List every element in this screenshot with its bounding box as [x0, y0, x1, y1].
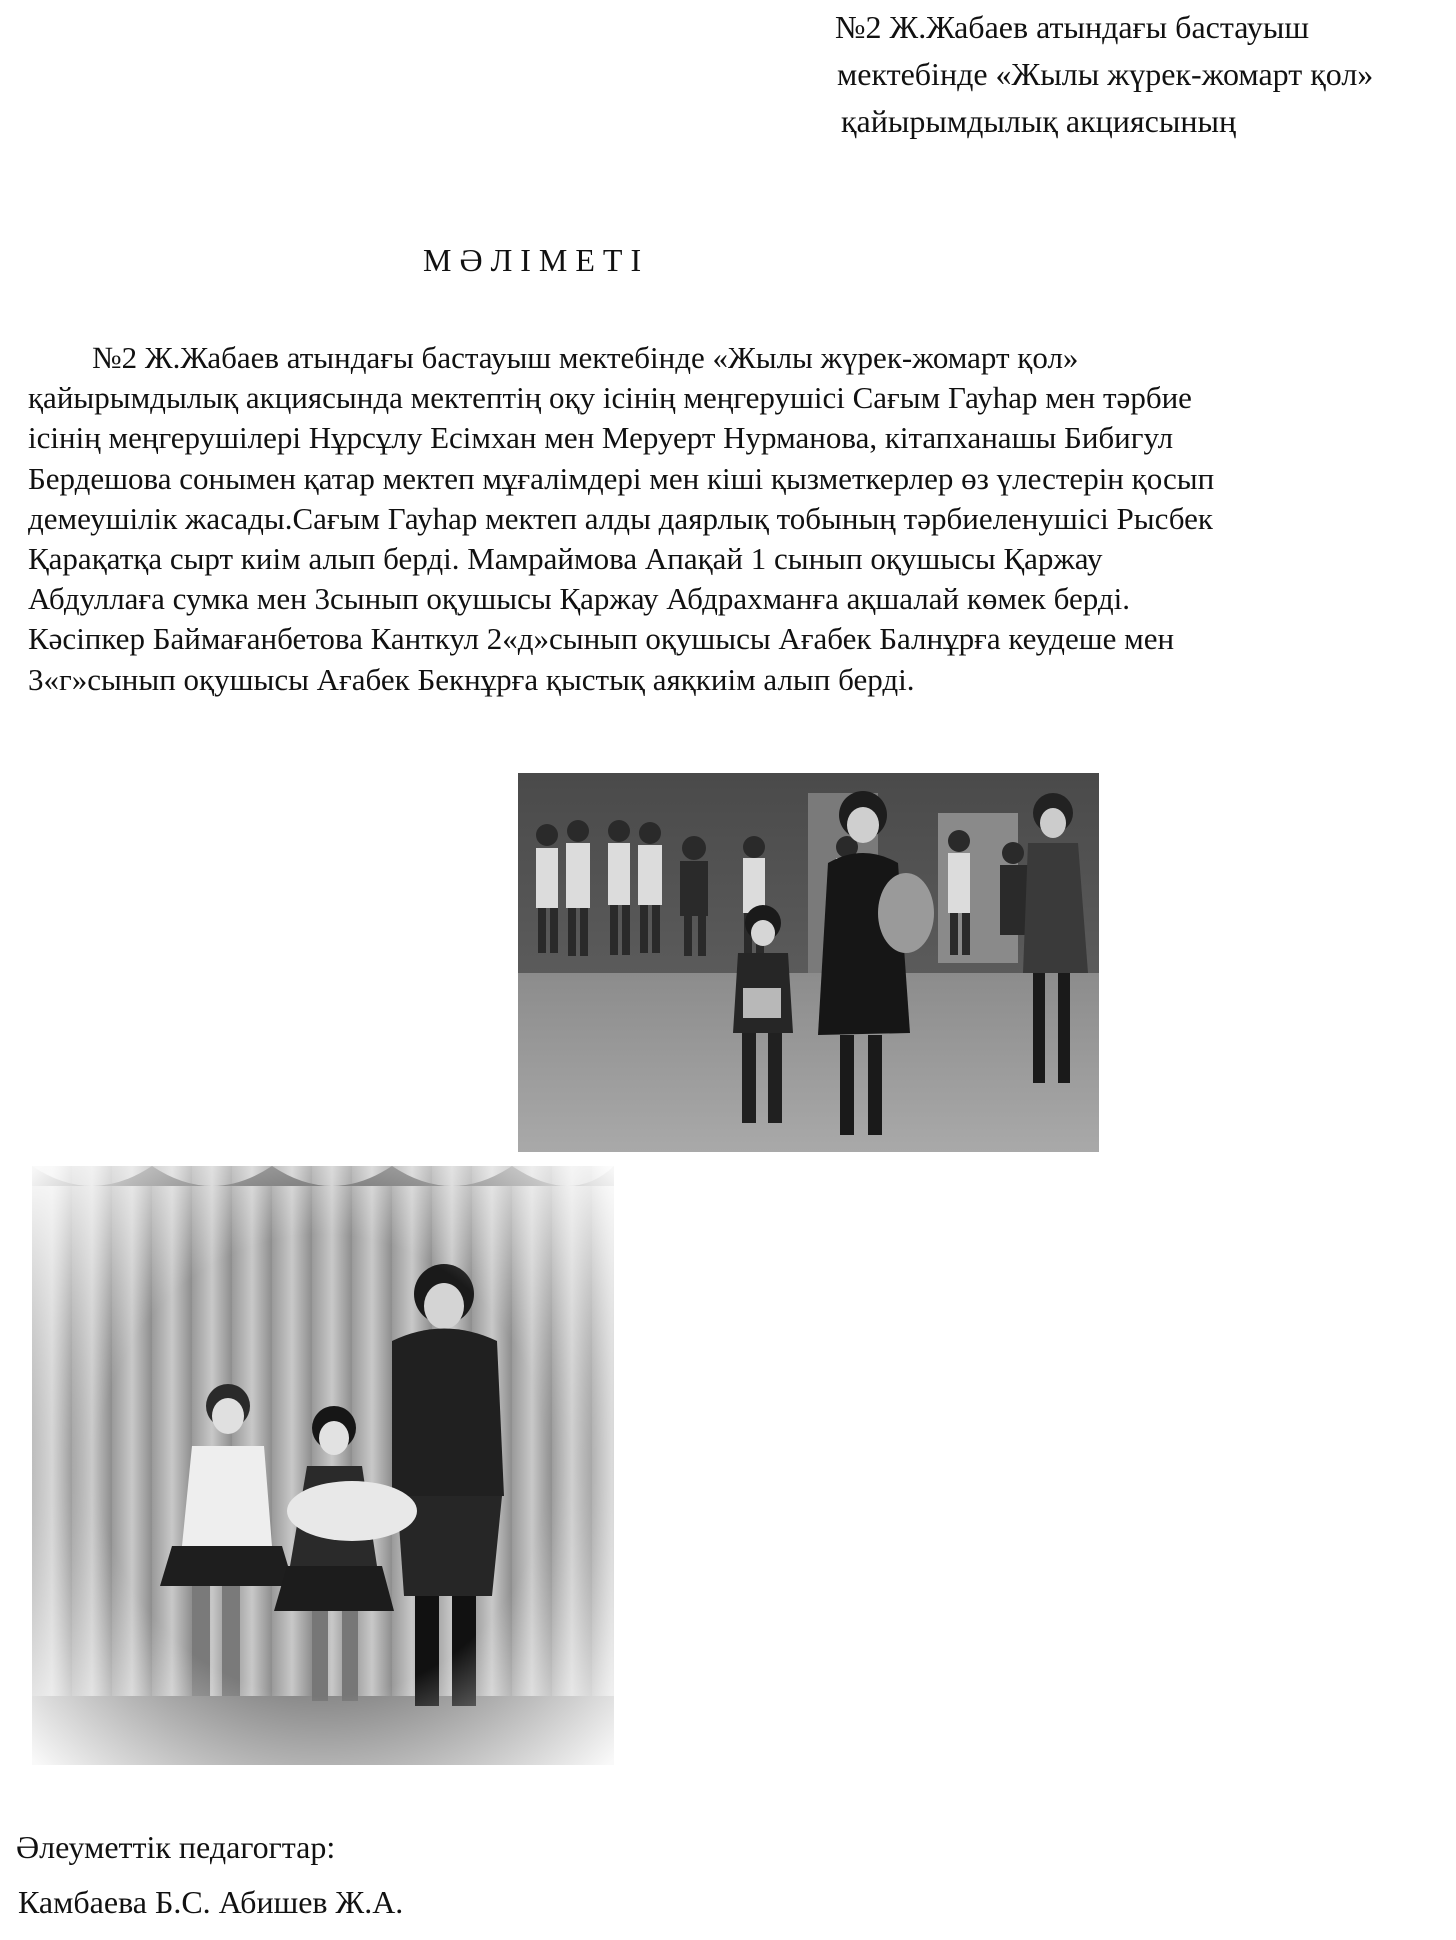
body-line: Қарақатқа сырт киім алып берді. Мамраймова Апақай 1 сынып оқушысы Қаржау: [28, 541, 1103, 577]
body-line: қайырымдылық акциясында мектептің оқу ісінің меңгерушісі Сағым Гауһар мен тәрбие: [28, 380, 1192, 416]
body-line: Бердешова сонымен қатар мектеп мұғалімдері мен кіші қызметкерлер өз үлестерін қосып: [28, 460, 1215, 496]
body-line: ісінің меңгерушілері Нұрсұлу Есімхан мен Меруерт Нурманова, кітапханашы Бибигул: [28, 420, 1174, 456]
document-footer: [16, 1820, 403, 1930]
event-photo-stage-image: [32, 1166, 614, 1765]
signatories-names: Камбаева Б.С. Абишев Ж.А.: [18, 1884, 404, 1920]
header-line: қайырымдылық акциясының: [841, 103, 1237, 139]
event-photo-hall-image: [518, 773, 1099, 1152]
body-line: Абдуллаға сумка мен 3сынып оқушысы Қаржау Абдрахманға ақшалай көмек берді.: [28, 581, 1130, 617]
event-photo-stage: [32, 1166, 614, 1765]
document-title: МӘЛІМЕТІ: [423, 242, 650, 278]
body-line: Кәсіпкер Баймағанбетова Канткул 2«д»сынып оқушысы Ағабек Балнұрға кеудеше мен: [28, 621, 1175, 657]
document-header: [835, 4, 1455, 145]
body-line: 3«г»сынып оқушысы Ағабек Бекнұрға қыстық аяқкиім алып берді.: [28, 661, 915, 697]
body-line: №2 Ж.Жабаев атындағы бастауыш мектебінде «Жылы жүрек-жомарт қол»: [92, 340, 1079, 375]
header-line: мектебінде «Жылы жүрек-жомарт қол»: [837, 56, 1374, 92]
signatories-label: Әлеуметтік педагогтар:: [16, 1829, 336, 1865]
body-line: демеушілік жасады.Сағым Гауһар мектеп алды даярлық тобының тәрбиеленушісі Рысбек: [28, 500, 1213, 536]
document-body: [28, 338, 1448, 700]
header-line: №2 Ж.Жабаев атындағы бастауыш: [835, 9, 1309, 45]
event-photo-hall: [518, 773, 1099, 1152]
